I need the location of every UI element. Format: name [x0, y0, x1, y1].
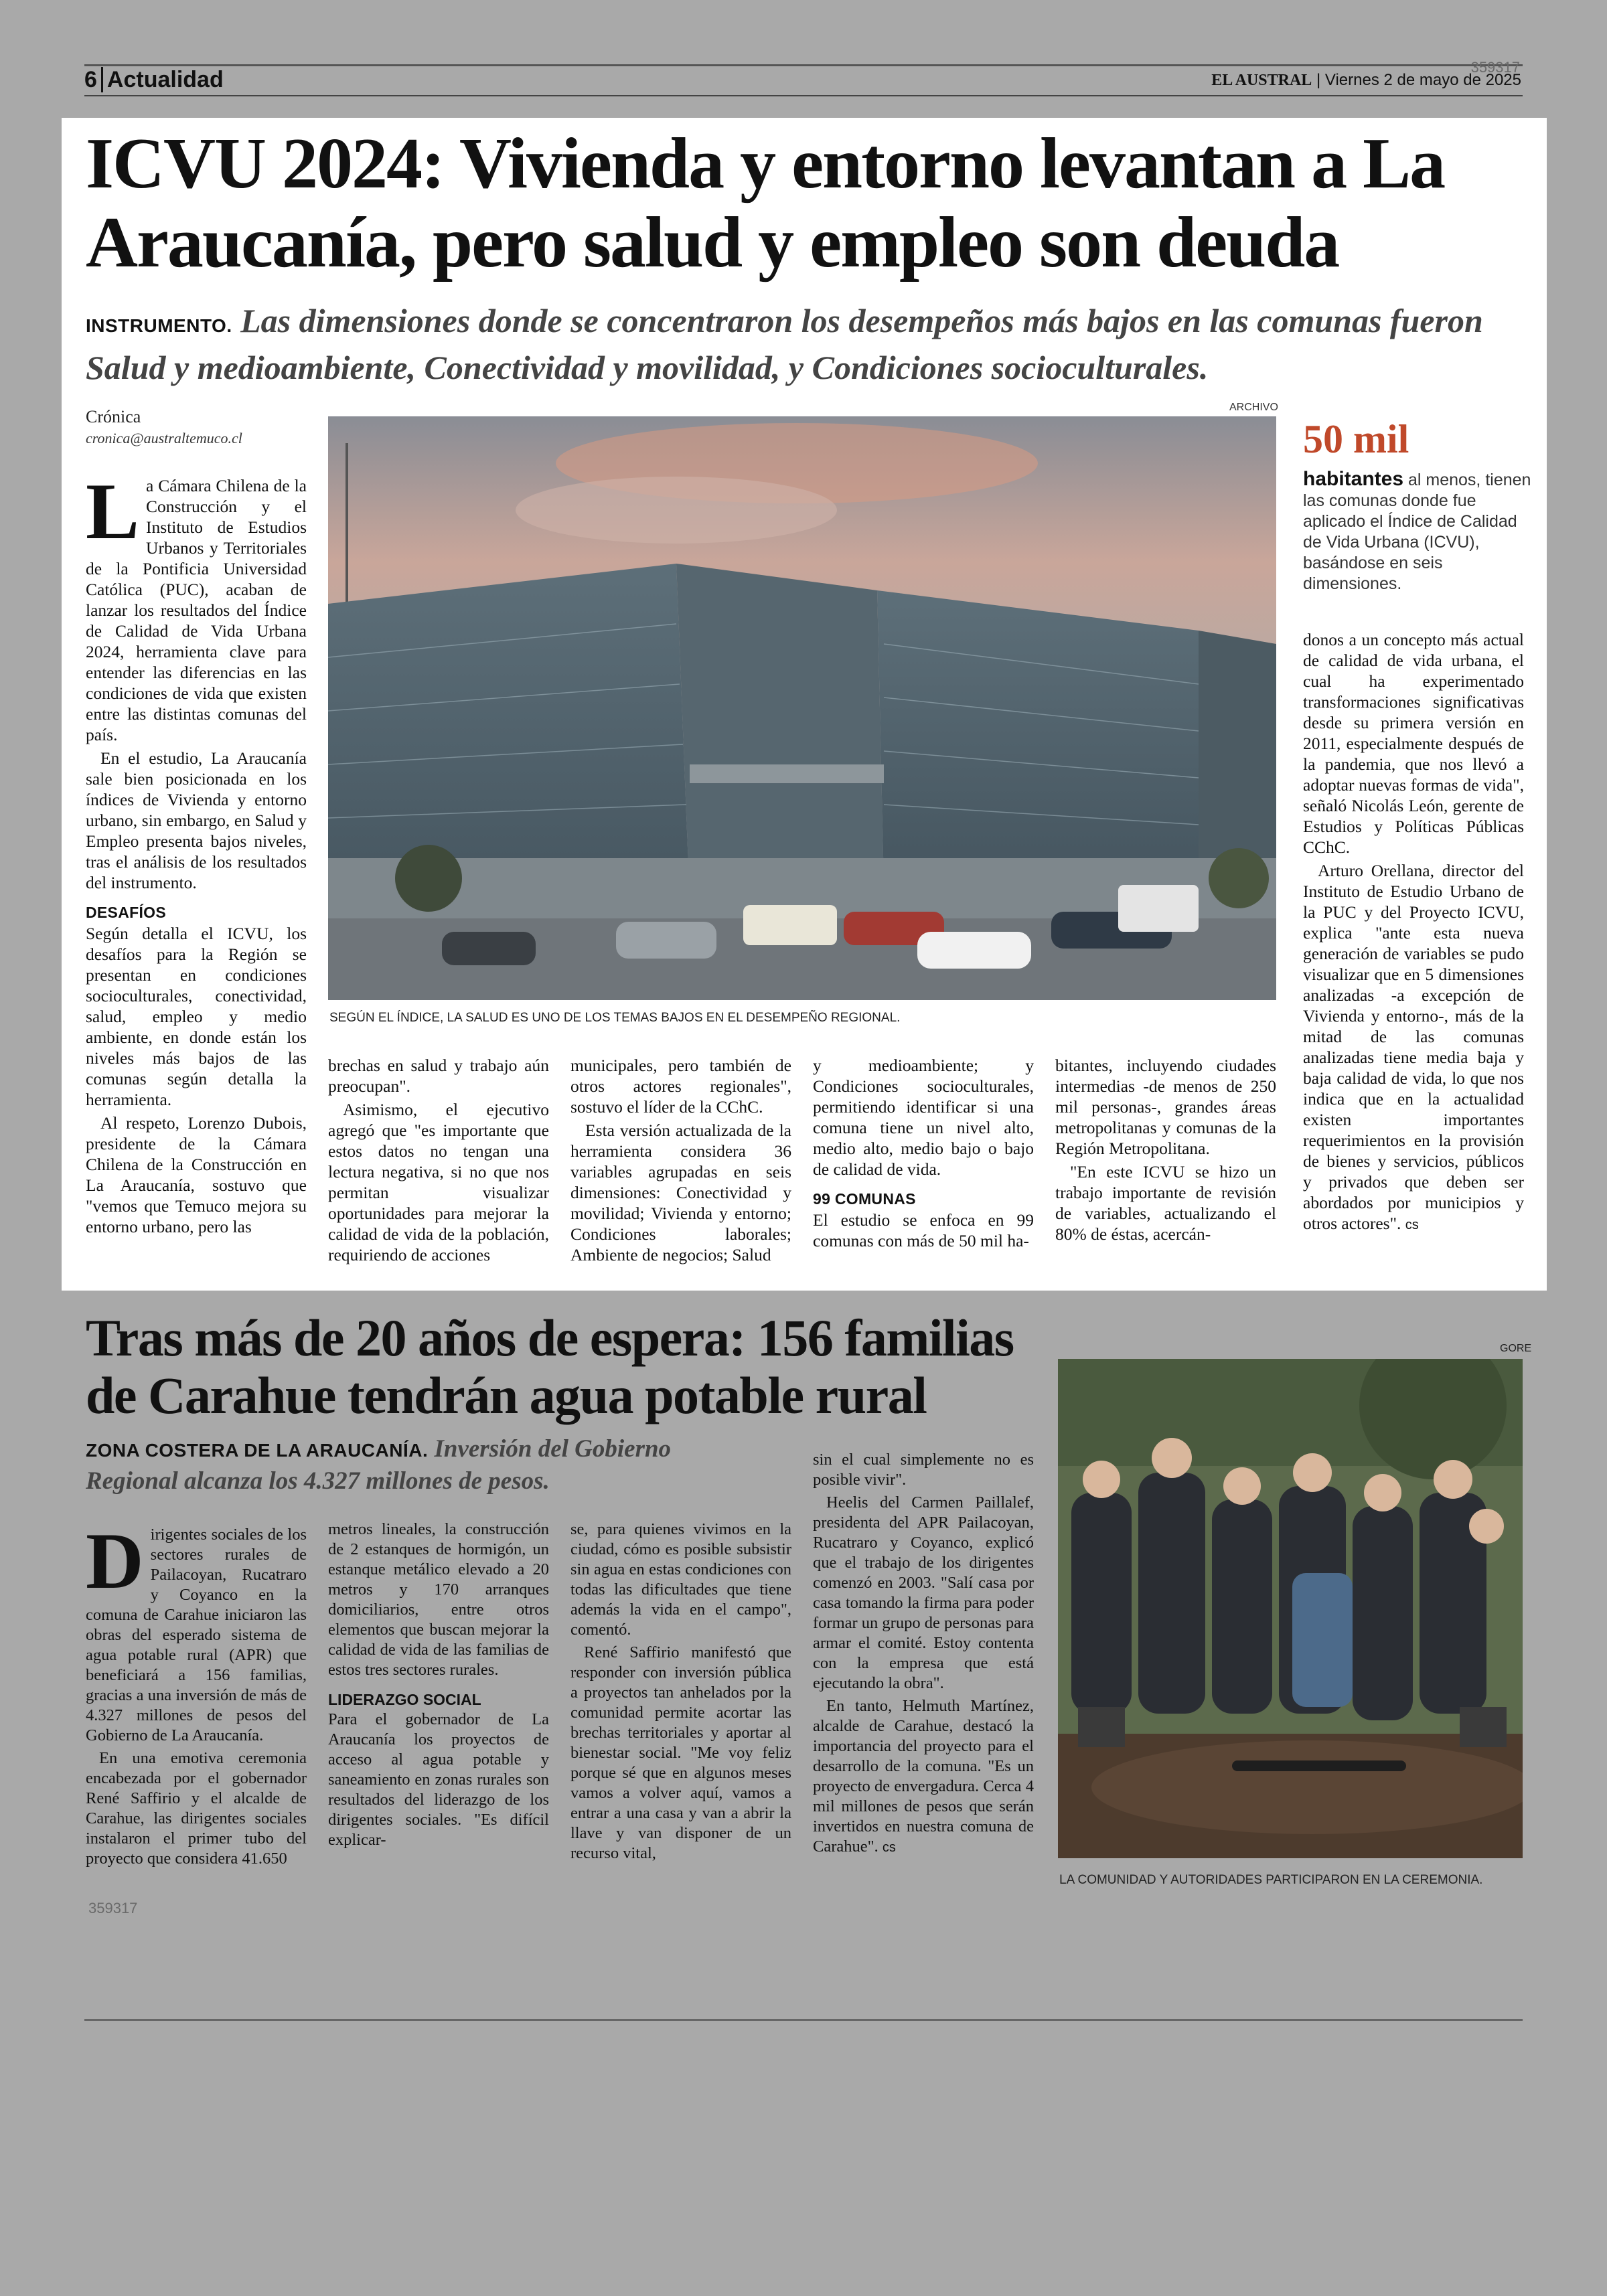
story1-deck-text: Las dimensiones donde se concentraron los desempeños más bajos en las comunas fueron Salud y medioambiente, Conectividad y movilidad, y Condiciones socioculturales. [86, 302, 1483, 386]
story1-column-6 [1303, 629, 1524, 1238]
paragraph: El estudio se enfoca en 99 comunas con más de 50 mil ha- [813, 1210, 1034, 1250]
paragraph: Según detalla el ICVU, los desafíos para la Región se presentan en condiciones socioculturales, conectividad, salud, empleo y medio ambiente, en donde están los niveles más bajos de las comunas según detalla la herramienta. [86, 924, 307, 1109]
story2-column-2 [328, 1520, 549, 1853]
paragraph: donos a un concepto más actual de calidad de vida urbana, el cual ha experimentado transformaciones significativas desde su primera versión en 2011, especialmente después de la pandemia, que nos llevó a adoptar nuevas formas de vida", señaló Nicolás León, gerente de Estudios y Políticas Públicas CChC. [1303, 630, 1524, 857]
paragraph: municipales, pero también de otros actores regionales", sostuvo el líder de la CChC. [570, 1056, 791, 1117]
paragraph: y medioambiente; y Condiciones socioculturales, permitiendo identificar si una comuna tiene un nivel alto, medio alto, medio bajo o bajo de calidad de vida. [813, 1056, 1034, 1179]
dropcap: D [86, 1516, 144, 1605]
paragraph: En el estudio, La Araucanía sale bien posicionada en los índices de Vivienda y entorno urbano, sin embargo, en Salud y Empleo presenta bajos niveles, tras el análisis de los resultados del instrumento. [86, 748, 307, 892]
paragraph: Esta versión actualizada de la herramienta considera 36 variables agrupadas en seis dimensiones: Conectividad y movilidad; Vivienda y entorno; Condiciones laborales; Ambiente de negocios; Salud [570, 1121, 791, 1264]
photo1-credit: ARCHIVO [1229, 402, 1278, 413]
photo2-credit: GORE [1500, 1343, 1532, 1354]
footer-rule [84, 2019, 1523, 2021]
story2-deck-text: Inversión del Gobierno Regional alcanza los 4.327 millones de pesos. [86, 1435, 672, 1495]
story1-column-5 [1055, 1055, 1276, 1247]
photo2-caption: LA COMUNIDAD Y AUTORIDADES PARTICIPARON EN LA CEREMONIA. [1059, 1873, 1483, 1887]
paragraph: En una emotiva ceremonia encabezada por el gobernador René Saffirio y el alcalde de Carahue, las dirigentes sociales instalaron el primer tubo del proyecto que considera 41.650 [86, 1749, 307, 1868]
paragraph: bitantes, incluyendo ciudades intermedias -de menos de 250 mil personas-, grandes áreas metropolitanas y comunas de la Región Metropolitana. [1055, 1056, 1276, 1158]
story2-column-4 [813, 1450, 1034, 1860]
subheading: 99 COMUNAS [813, 1190, 916, 1208]
story2-column-1 [86, 1516, 307, 1872]
sidebar-label: habitantes [1303, 468, 1404, 490]
paragraph: brechas en salud y trabajo aún preocupan". [328, 1056, 549, 1096]
ref-code-top: 359317 [1470, 59, 1520, 76]
story1-deck [86, 300, 1525, 388]
paragraph: metros lineales, la construcción de 2 estanques de hormigón, un estanque metálico elevado a 20 metros y 170 arranques domiciliarios, entre otros elementos que buscan mejorar la calidad de vida de las familias de estos tres sectores rurales. [328, 1520, 549, 1679]
byline-email: cronica@australtemuco.cl [86, 430, 242, 446]
story1-column-1 [86, 467, 307, 1240]
paragraph [813, 1696, 1034, 1858]
byline: Crónica [86, 407, 141, 426]
paragraph: René Saffirio manifestó que responder con inversión pública a proyectos tan anhelados por la comunidad permite acortar las brechas territoriales y aportar al bienestar social. "Me voy feliz porque sé que en algunos meses vamos a volver aquí, vamos a entrar a una casa y van a abrir la llave y van disponer de un recurso vital, [570, 1643, 791, 1862]
paragraph: irigentes sociales de los sectores rurales de Pailacoyan, Rucatraro y Coyanco en la comuna de Carahue iniciaron las obras del esperado sistema de agua potable rural (APR) que beneficiará a 156 familias, gracias a una inversión de más de 4.327 millones de pesos del Gobierno de La Araucanía. [86, 1526, 307, 1744]
sidebar-text [1303, 469, 1537, 594]
header-bottom-rule [84, 95, 1523, 96]
story1-headline: ICVU 2024: Vivienda y entorno levantan a La Araucanía, pero salud y empleo son deuda [86, 124, 1445, 282]
page-header-section [84, 67, 224, 93]
hospital-photo [328, 416, 1276, 1000]
paragraph: Al respeto, Lorenzo Dubois, presidente de la Cámara Chilena de la Construcción en La Araucanía, sostuvo que "vemos que Temuco mejora su entorno urbano, pero las [86, 1113, 307, 1236]
end-mark-icon: cs [1405, 1218, 1419, 1232]
paragraph-text: Arturo Orellana, director del Instituto de Estudio Urbano de la PUC y del Proyecto ICVU, explica "ante esta nueva generación de variables se pudo visualizar que en 5 dimensiones analizadas -a excepción de Vivienda y entorno-, más de la mitad de las comunas analizadas tiene media baja y baja calidad de vida, lo que nos indica que en la actualidad existen importantes requerimientos en la provisión de bienes y servicios, públicos y privados que deben ser abordados por municipios y otros actores". [1303, 861, 1524, 1233]
story2-headline: Tras más de 20 años de espera: 156 familias de Carahue tendrán agua potable rural [86, 1309, 1014, 1424]
story2-column-3 [570, 1520, 791, 1866]
paragraph: Para el gobernador de La Araucanía los proyectos de acceso al agua potable y saneamiento en zonas rurales son resultados del liderazgo de los dirigentes sociales. "Es difícil explicar- [328, 1710, 549, 1849]
end-mark-icon: cs [882, 1840, 896, 1855]
section-name: Actualidad [106, 67, 224, 92]
story1-column-2 [328, 1055, 549, 1268]
page-header-meta: EL AUSTRAL | Viernes 2 de mayo de 2025 [1211, 71, 1521, 89]
subheading: LIDERAZGO SOCIAL [328, 1691, 481, 1708]
paragraph: Heelis del Carmen Paillalef, presidenta del APR Pailacoyan, Rucatraro y Coyanco, explicó que el trabajo de los dirigentes comenzó en 2003. "Salí casa por casa tomando la firma para poder formar un grupo de personas para armar el comité. Estoy contenta con la empresa que está ejecutando la obra". [813, 1493, 1034, 1692]
paragraph: "En este ICVU se hizo un trabajo importante de revisión de variables, actualizando el 80% de éstas, acercán- [1055, 1162, 1276, 1244]
subheading: DESAFÍOS [86, 904, 166, 921]
paragraph: Asimismo, el ejecutivo agregó que "es importante que estos datos no tengan una lectura negativa, si no que nos permitan visualizar oportunidades para mejorar la calidad de vida de la población, requiriendo de acciones [328, 1100, 549, 1264]
page-number: 6 [84, 67, 97, 92]
story2-kicker: ZONA COSTERA DE LA ARAUCANÍA. [86, 1440, 429, 1461]
photo1-caption: SEGÚN EL ÍNDICE, LA SALUD ES UNO DE LOS TEMAS BAJOS EN EL DESEMPEÑO REGIONAL. [329, 1011, 901, 1025]
story1-column-4 [813, 1055, 1034, 1254]
paragraph: se, para quienes vivimos en la ciudad, cómo es posible subsistir sin agua en estas condiciones con todas las dificultades que tiene además la vida en el campo", comentó. [570, 1520, 791, 1639]
dropcap: L [86, 467, 140, 556]
paragraph: sin el cual simplemente no es posible vivir". [813, 1451, 1034, 1489]
paragraph [1303, 860, 1524, 1236]
story1-kicker: INSTRUMENTO. [86, 315, 232, 336]
sidebar-description: al menos, tienen las comunas donde fue aplicado el Índice de Calidad de Vida Urbana (ICVU), basándose en seis dimensiones. [1303, 471, 1531, 593]
ceremony-photo [1058, 1359, 1523, 1858]
issue-date: Viernes 2 de mayo de 2025 [1324, 71, 1521, 89]
paragraph-text: En tanto, Helmuth Martínez, alcalde de Carahue, destacó la importancia del proyecto para el desarrollo de la comuna. "Es un proyecto de envergadura. Cerca 4 mil millones de pesos que serán invertidos en nuestra comuna de Carahue". [813, 1697, 1034, 1856]
paper-name: EL AUSTRAL [1211, 72, 1312, 89]
sidebar-figure: 50 mil [1303, 417, 1409, 461]
paragraph: a Cámara Chilena de la Construcción y el Instituto de Estudios Urbanos y Territoriales de la Pontificia Universidad Católica (PUC), acaban de lanzar los resultados del Índice de Calidad de Vida Urbana 2024, herramienta clave para entender las diferencias en las condiciones de vida que existen entre las distintas comunas del país. [86, 476, 307, 744]
header-top-rule [84, 64, 1523, 66]
story1-column-3 [570, 1055, 791, 1268]
ref-code-bottom: 359317 [88, 1900, 138, 1916]
story2-deck [86, 1434, 755, 1497]
